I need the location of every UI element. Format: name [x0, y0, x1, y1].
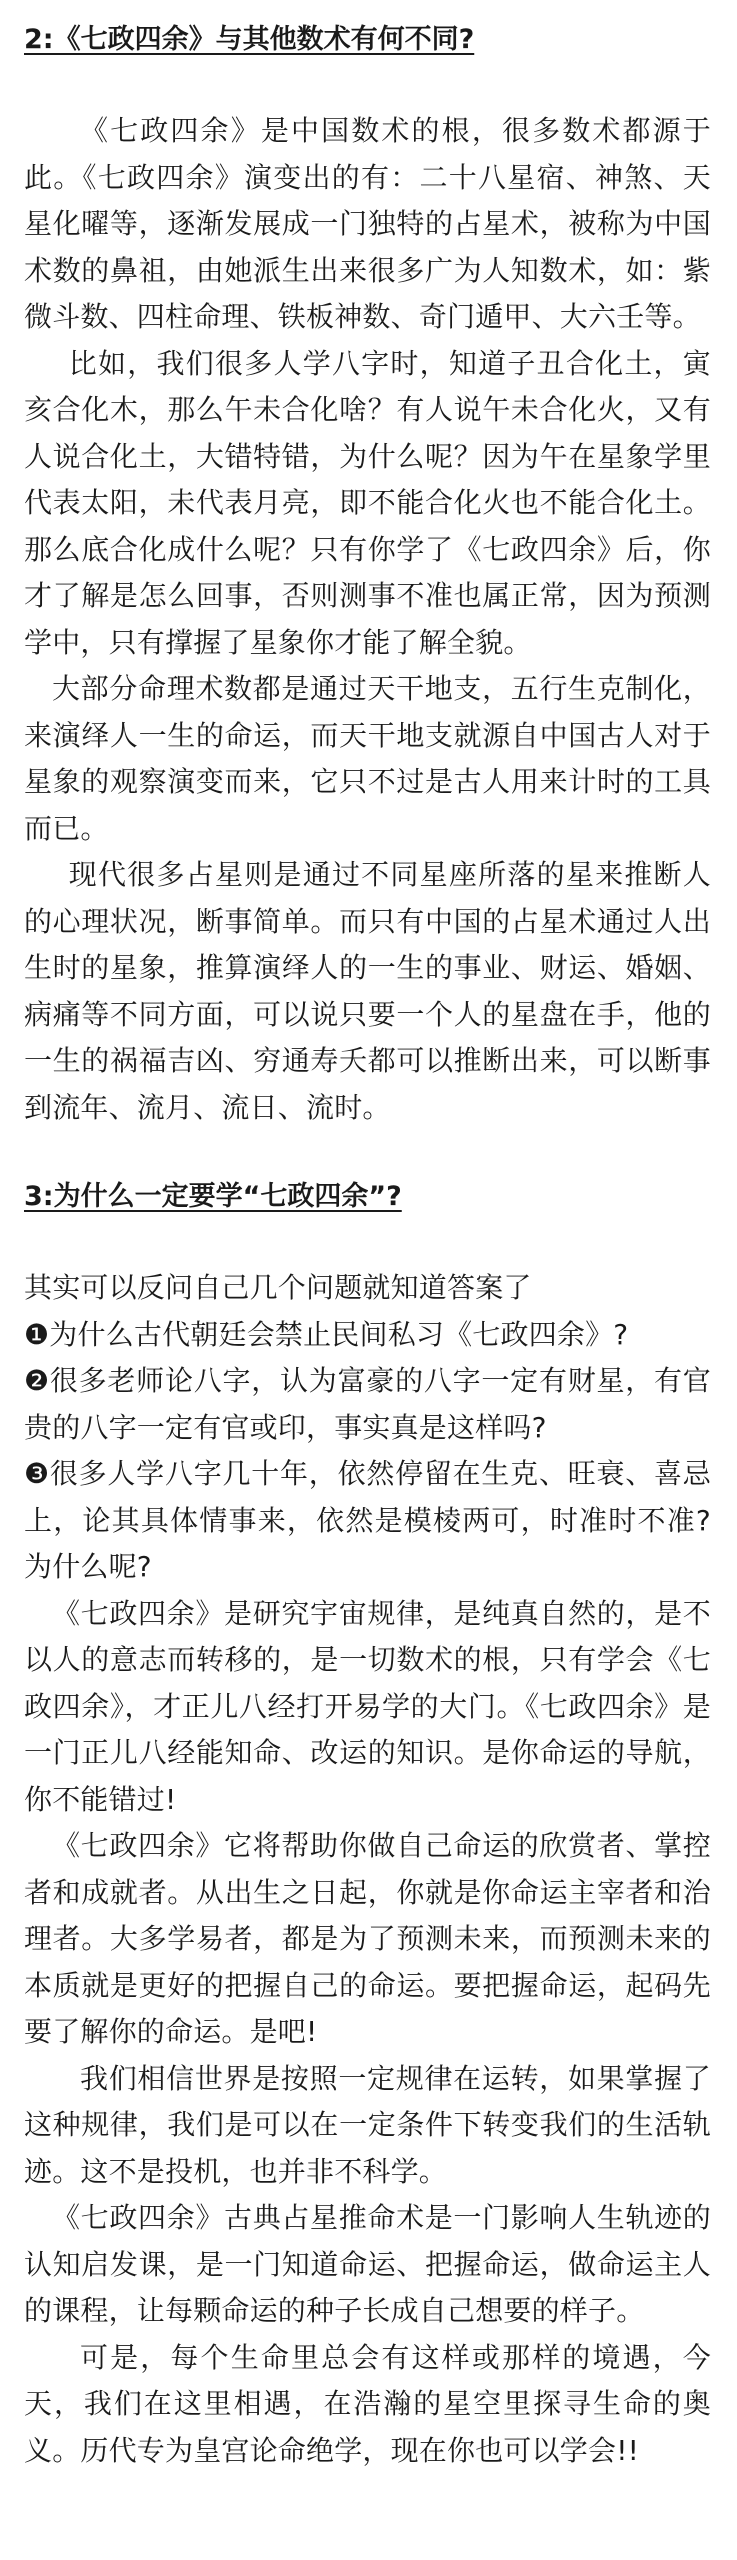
- section-heading-why-learn: 3:为什么一定要学“七政四余”?: [24, 1181, 402, 1212]
- section-heading-difference: 2:《七政四余》与其他数术有何不同?: [24, 24, 475, 55]
- paragraph: 我们相信世界是按照一定规律在运转，如果掌握了这种规律，我们是可以在一定条件下转变我们的生活轨迹。这不是投机，也并非不科学。: [24, 2061, 711, 2188]
- question-item: ❷很多老师论八字，认为富豪的八字一定有财星，有官贵的八字一定有官或印，事实真是这样吗?: [24, 1364, 711, 1444]
- question-item: ❶为什么古代朝廷会禁止民间私习《七政四余》?: [24, 1317, 629, 1351]
- question-item: ❸很多人学八字几十年，依然停留在生克、旺衰、喜忌上，论其具体情事来，依然是模棱两可，时准时不准?为什么呢?: [24, 1457, 711, 1583]
- paragraph: 《七政四余》是研究宇宙规律，是纯真自然的，是不以人的意志而转移的，是一切数术的根，只有学会《七政四余》，才正儿八经打开易学的大门。《七政四余》是一门正儿八经能知命、改运的知识。是你命运的导航， 你不能错过!: [24, 1596, 711, 1816]
- paragraph: 可是，每个生命里总会有这样或那样的境遇，今天，我们在这里相遇，在浩瀚的星空里探寻生命的奥义。历代专为皇宫论命绝学，现在你也可以学会!!: [24, 2340, 711, 2467]
- paragraph: 大部分命理术数都是通过天干地支，五行生克制化，来演绎人一生的命运，而天干地支就源自中国古人对于星象的观察演变而来，它只不过是古人用来计时的工具而已。: [24, 672, 711, 845]
- paragraph: 《七政四余》古典占星推命术是一门影响人生轨迹的认知启发课，是一门知道命运、把握命运，做命运主人的课程，让每颗命运的种子长成自己想要的样子。: [24, 2201, 711, 2327]
- intro-line: 其实可以反问自己几个问题就知道答案了: [24, 1271, 532, 1304]
- paragraph: 《七政四余》是中国数术的根，很多数术都源于此。《七政四余》演变出的有：二十八星宿、神煞、天星化曜等，逐渐发展成一门独特的占星术，被称为中国术数的鼻祖，由她派生出来很多广为人知数术，如：紫微斗数、四柱命理、铁板神数、奇门遁甲、大六壬等。: [24, 114, 711, 333]
- paragraph: 现代很多占星则是通过不同星座所落的星来推断人的心理状况，断事简单。而只有中国的占星术通过人出生时的星象，推算演绎人的一生的事业、财运、婚姻、病痛等不同方面，可以说只要一个人的星盘在手，他的一生的祸福吉凶、穷通寿夭都可以推断出来，可以断事到流年、流月、流日、流时。: [24, 858, 711, 1124]
- paragraph: 《七政四余》它将帮助你做自己命运的欣赏者、掌控者和成就者。从出生之日起，你就是你命运主宰者和治理者。大多学易者，都是为了预测未来，而预测未来的本质就是更好的把握自己的命运。要把握命运，起码先要了解你的命运。是吧!: [24, 1829, 711, 2048]
- paragraph: 比如，我们很多人学八字时，知道子丑合化土，寅亥合化木，那么午未合化啥？有人说午未合化火，又有人说合化土，大错特错，为什么呢？因为午在星象学里代表太阳，未代表月亮，即不能合化火也不能合化土。那么底合化成什么呢？只有你学了《七政四余》后，你才了解是怎么回事，否则测事不准也属正常，因为预测学中，只有撑握了星象你才能了解全貌。: [24, 346, 711, 659]
